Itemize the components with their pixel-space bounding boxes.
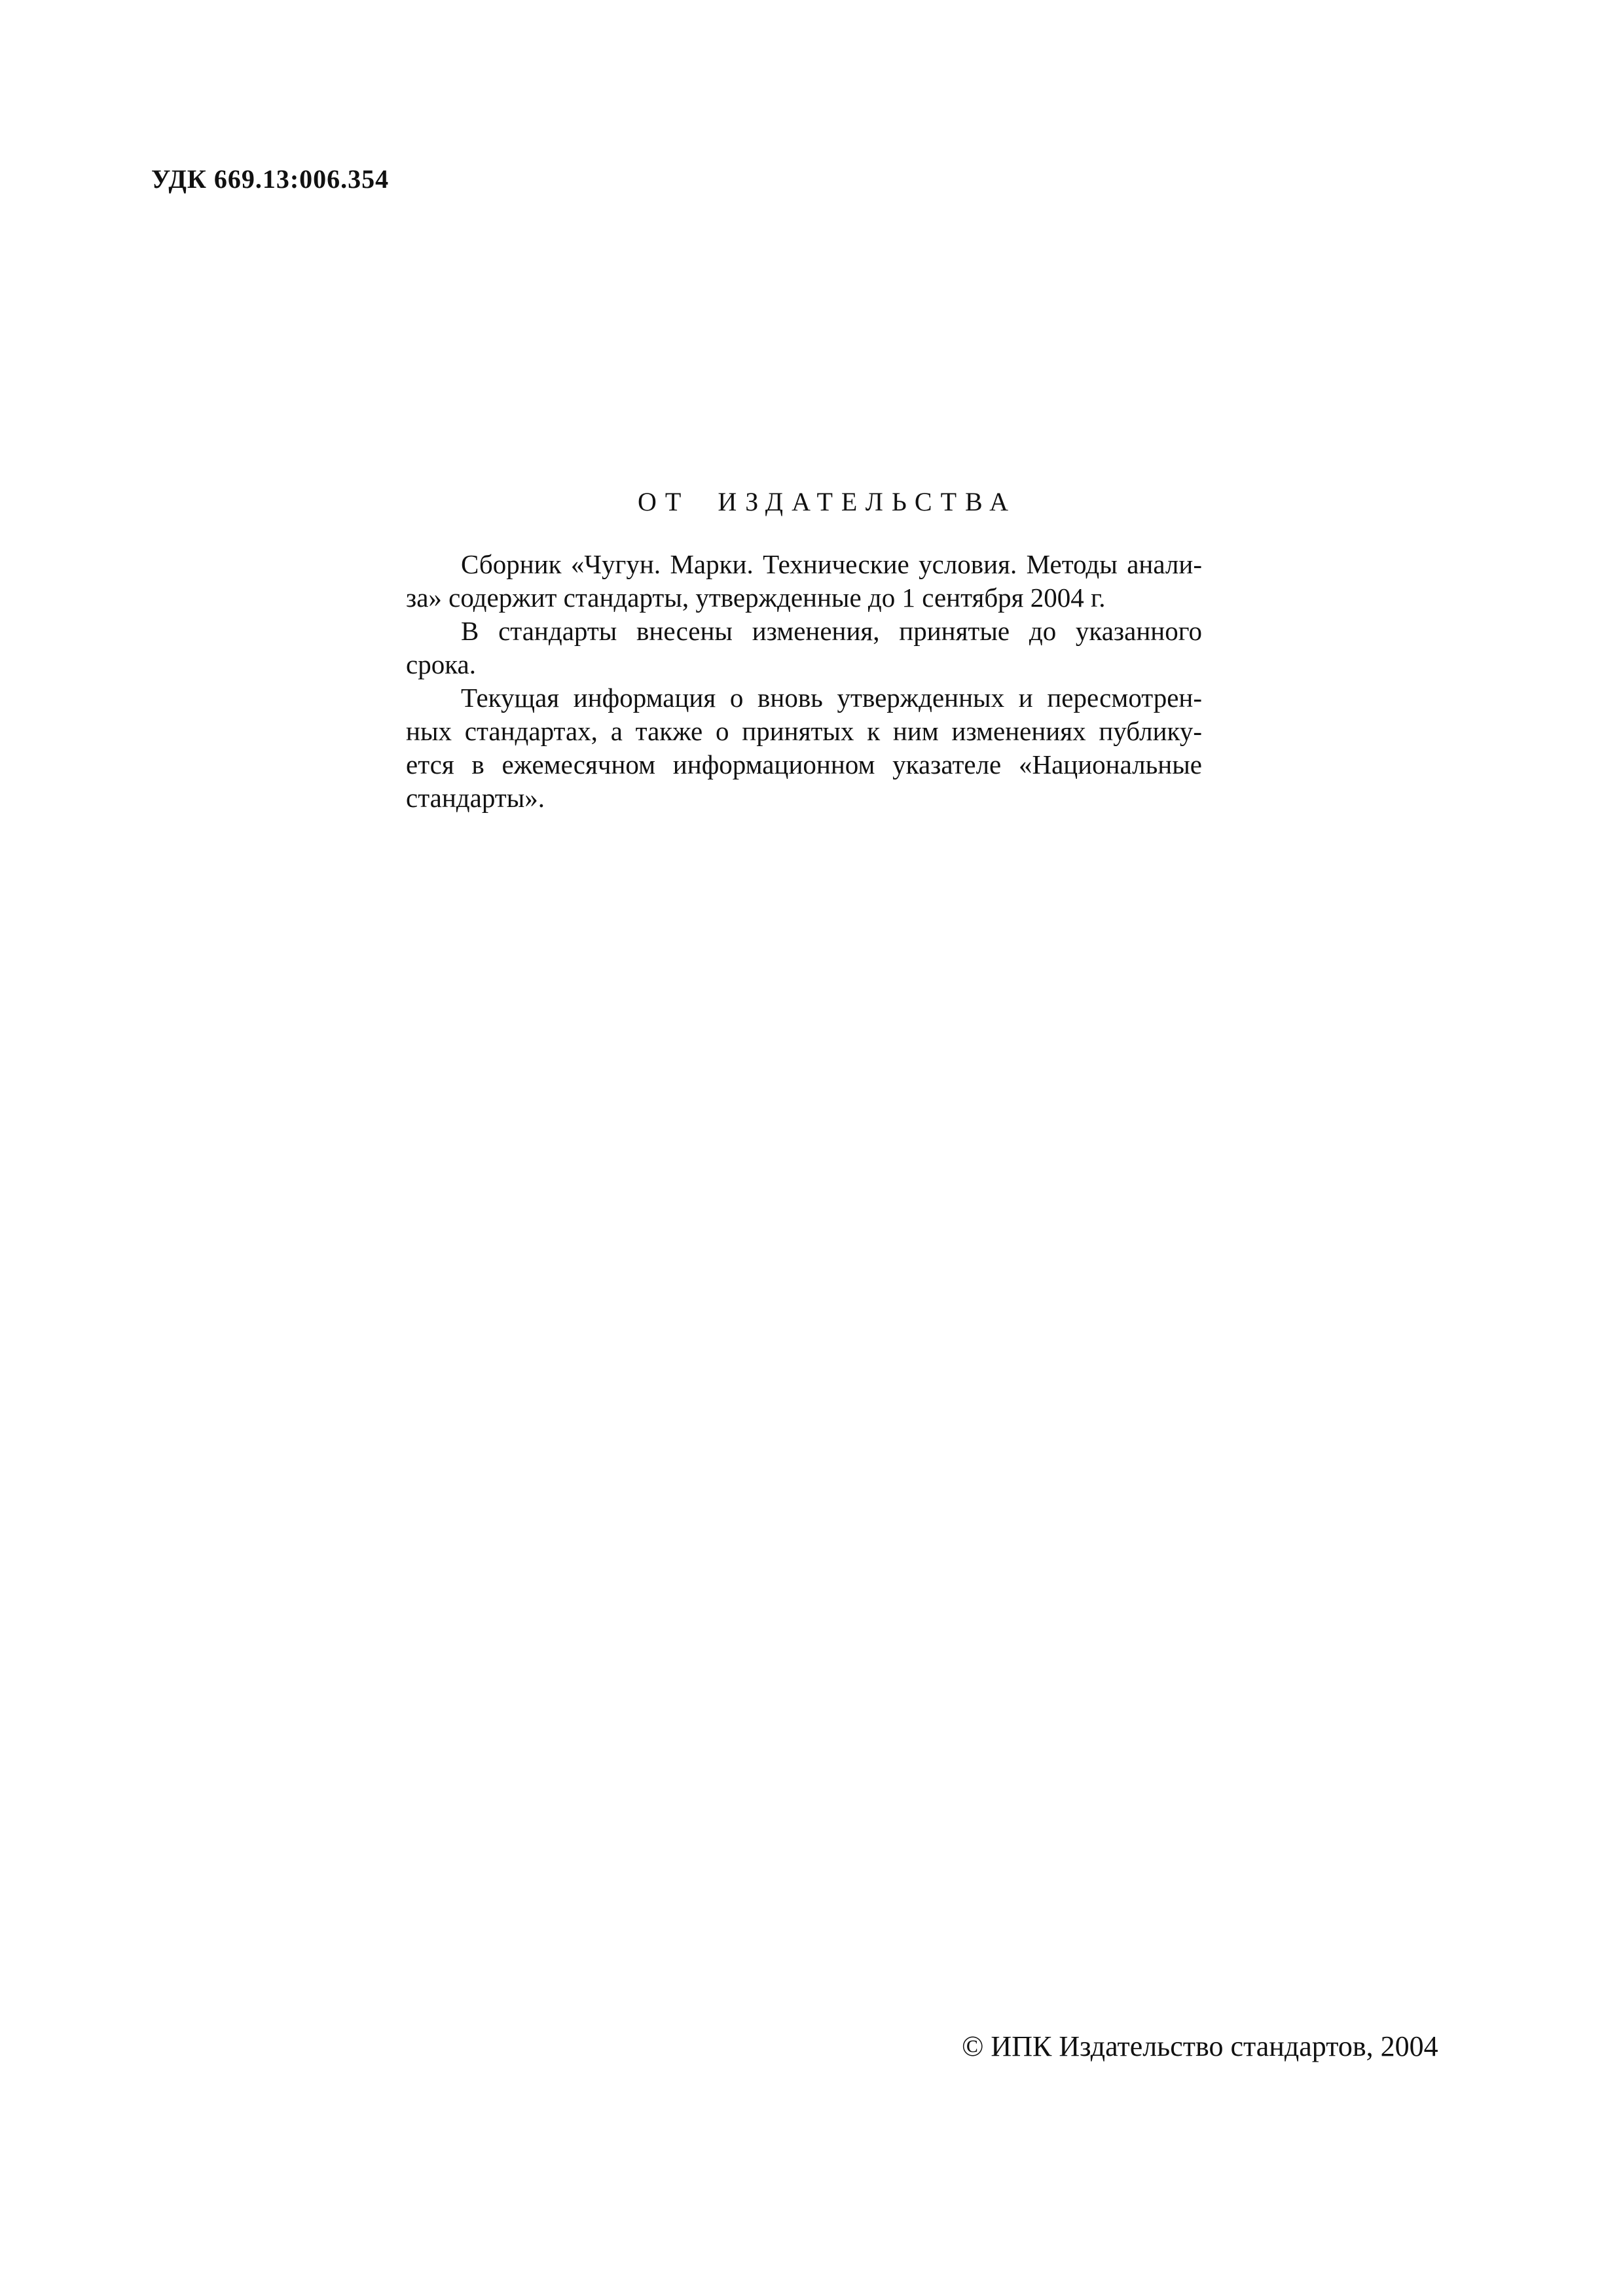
paragraph-line: ется в ежемесячном информационном указателе «Национальные — [406, 749, 1202, 780]
paragraph-line: Сборник «Чугун. Марки. Технические условия. Методы анали- — [461, 549, 1202, 579]
paragraph-line: срока. — [406, 649, 476, 679]
paragraph-line: В стандарты внесены изменения, принятые до указанного — [461, 616, 1202, 646]
udk-code: УДК 669.13:006.354 — [151, 164, 390, 194]
copyright-notice: © ИПК Издательство стандартов, 2004 — [962, 2030, 1438, 2062]
paragraph-line: ных стандартах, а также о принятых к ним изменениях публику- — [406, 716, 1202, 746]
paragraph-line: стандарты». — [406, 783, 545, 813]
paragraph-line: за» содержит стандарты, утвержденные до 1 сентября 2004 г. — [406, 583, 1106, 613]
section-heading: ОТ ИЗДАТЕЛЬСТВА — [638, 487, 1017, 516]
paragraph-line: Текущая информация о вновь утвержденных и пересмотрен- — [461, 683, 1202, 713]
